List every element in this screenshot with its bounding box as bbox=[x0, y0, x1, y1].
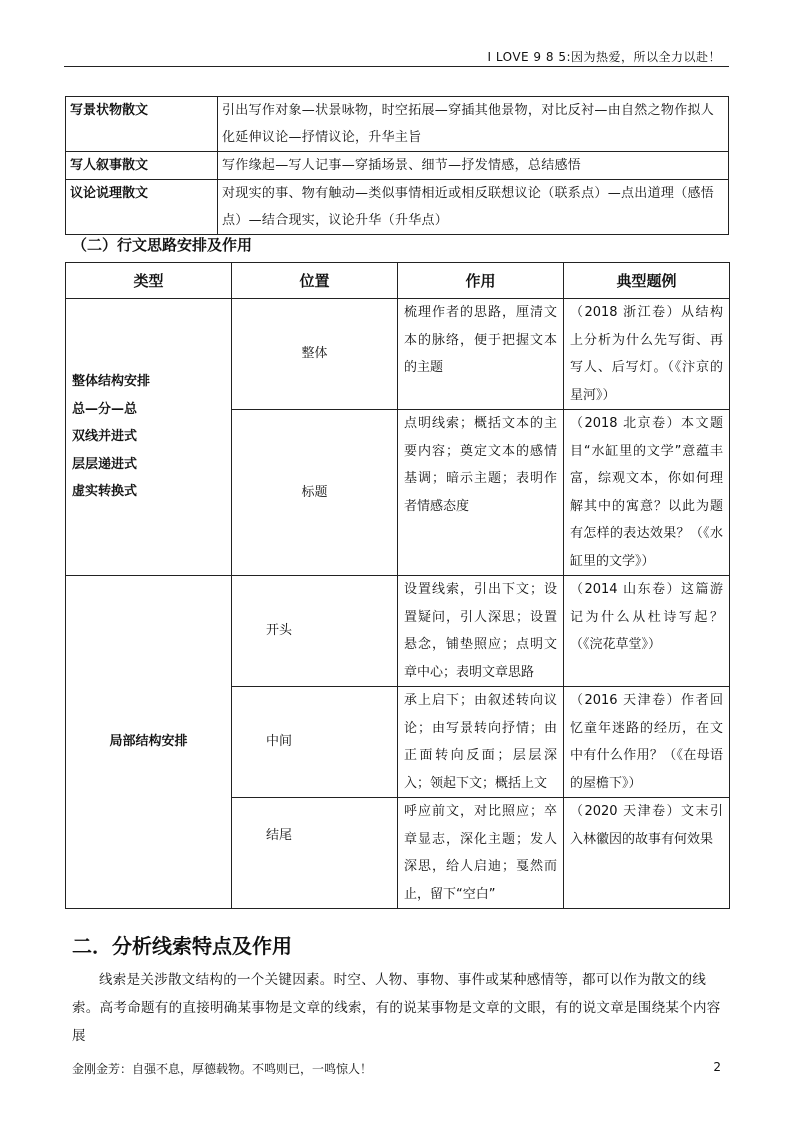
table-value-cell: 对现实的事、物有触动—类似事情相近或相反联想议论（联系点）—点出道理（感悟点）—结合现实，议论升华（升华点） bbox=[218, 180, 729, 235]
column-header-type: 类型 bbox=[66, 263, 232, 299]
example-cell: （2014 山东卷）这篇游记为什么从杜诗写起？（《浣花草堂》） bbox=[564, 576, 730, 687]
type-cell-local: 局部结构安排 bbox=[66, 576, 232, 909]
table-value-cell: 引出写作对象—状景咏物，时空拓展—穿插其他景物，对比反衬—由自然之物作拟人化延伸议论—抒情议论，升华主旨 bbox=[218, 97, 729, 152]
column-header-position: 位置 bbox=[232, 263, 398, 299]
table-key-cell: 写景状物散文 bbox=[66, 97, 218, 152]
effect-cell: 点明线索；概括文本的主要内容；奠定文本的感情基调；暗示主题；表明作者情感态度 bbox=[398, 410, 564, 576]
section-title: （二）行文思路安排及作用 bbox=[72, 236, 253, 254]
example-cell: （2016 天津卷）作者回忆童年迷路的经历，在文中有什么作用？（《在母语的屋檐下》） bbox=[564, 687, 730, 798]
table-row bbox=[66, 299, 730, 410]
position-cell: 整体 bbox=[232, 299, 398, 410]
table-key-cell: 议论说理散文 bbox=[66, 180, 218, 235]
position-cell: 中间 bbox=[232, 687, 398, 798]
column-header-effect: 作用 bbox=[398, 263, 564, 299]
column-header-example: 典型题例 bbox=[564, 263, 730, 299]
table-header-row bbox=[66, 263, 730, 299]
type-cell-overall bbox=[66, 299, 232, 576]
type-line: 总—分—总 bbox=[72, 401, 138, 417]
table-row bbox=[66, 97, 729, 152]
section-heading: 二．分析线索特点及作用 bbox=[72, 934, 292, 958]
example-cell: （2018 北京卷）本文题目“水缸里的文学”意蕴丰富，综观文本，你如何理解其中的寓意？以此为题有怎样的表达效果？（《水缸里的文学》） bbox=[564, 410, 730, 576]
position-cell: 开头 bbox=[232, 576, 398, 687]
type-line: 整体结构安排 bbox=[72, 374, 151, 390]
example-cell: （2018 浙江卷）从结构上分析为什么先写街、再写人、后写灯。（《汴京的星河》） bbox=[564, 299, 730, 410]
type-line: 层层递进式 bbox=[72, 456, 138, 472]
essay-structure-table bbox=[65, 96, 729, 235]
effect-cell: 梳理作者的思路，厘清文本的脉络，便于把握文本的主题 bbox=[398, 299, 564, 410]
header-divider bbox=[64, 66, 729, 67]
type-line: 双线并进式 bbox=[72, 429, 138, 445]
page-footer-text: 金刚金芳：自强不息，厚德载物。不鸣则已，一鸣惊人！ bbox=[72, 1062, 373, 1076]
position-cell: 标题 bbox=[232, 410, 398, 576]
position-cell: 结尾 bbox=[232, 798, 398, 909]
table-key-cell: 写人叙事散文 bbox=[66, 152, 218, 180]
example-cell: （2020 天津卷）文末引入林徽因的故事有何效果 bbox=[564, 798, 730, 909]
effect-cell: 呼应前文，对比照应；卒章显志，深化主题；发人深思，给人启迪；戛然而止，留下“空白” bbox=[398, 798, 564, 909]
table-row bbox=[66, 152, 729, 180]
table-row bbox=[66, 180, 729, 235]
type-line: 虚实转换式 bbox=[72, 484, 138, 500]
table-row bbox=[66, 576, 730, 687]
page-header-text: I LOVE 9 8 5:因为热爱，所以全力以赴！ bbox=[487, 50, 721, 64]
body-paragraph: 线索是关涉散文结构的一个关键因素。时空、人物、事物、事件或某种感情等，都可以作为散文的线索。高考命题有的直接明确某事物是文章的线索，有的说某事物是文章的文眼，有的说文章是围绕某个内容展 bbox=[72, 972, 721, 1044]
effect-cell: 设置线索，引出下文；设置疑问，引人深思；设置悬念，铺垫照应；点明文章中心；表明文章思路 bbox=[398, 576, 564, 687]
page-number: 2 bbox=[713, 1060, 721, 1074]
table-value-cell: 写作缘起—写人记事—穿插场景、细节—抒发情感，总结感悟 bbox=[218, 152, 729, 180]
effect-cell: 承上启下；由叙述转向议论；由写景转向抒情；由正面转向反面；层层深入；领起下文；概括上文 bbox=[398, 687, 564, 798]
structure-arrangement-table bbox=[65, 262, 730, 909]
